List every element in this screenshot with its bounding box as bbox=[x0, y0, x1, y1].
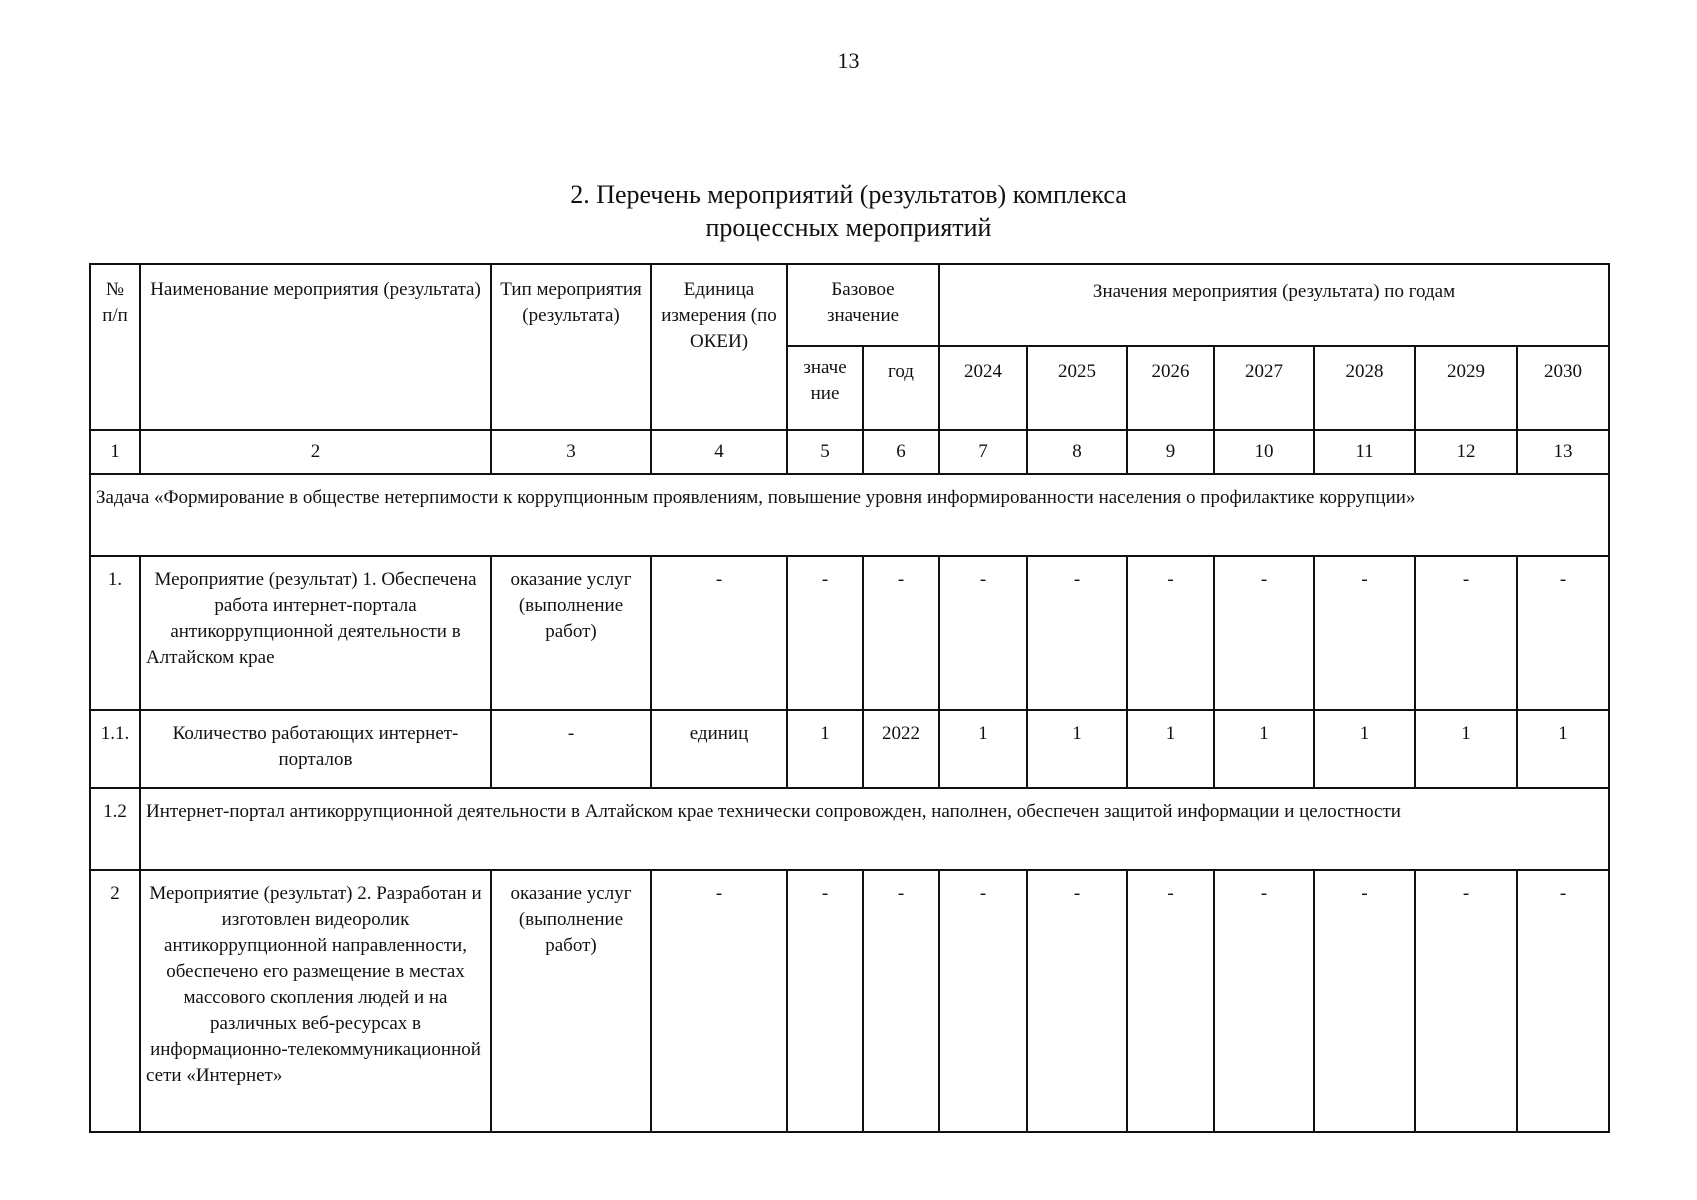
column-number: 3 bbox=[491, 430, 651, 474]
section-title bbox=[0, 178, 1697, 244]
task-text: Задача «Формирование в обществе нетерпимости к коррупционным проявлениям, повышение уровня информированности населения о профилактике коррупции» bbox=[90, 474, 1609, 556]
header-base: Базовое значение bbox=[787, 264, 939, 346]
column-number: 10 bbox=[1214, 430, 1314, 474]
row-year-value: - bbox=[1517, 870, 1609, 1132]
header-base-value: значе ние bbox=[787, 346, 863, 430]
header-type: Тип мероприятия (результата) bbox=[491, 264, 651, 430]
row-unit: единиц bbox=[651, 710, 787, 788]
column-number: 2 bbox=[140, 430, 491, 474]
row-base-value: - bbox=[787, 870, 863, 1132]
row-base-year: 2022 bbox=[863, 710, 939, 788]
task-row bbox=[90, 474, 1609, 556]
row-base-value: 1 bbox=[787, 710, 863, 788]
row-year-value: - bbox=[1415, 870, 1517, 1132]
measures-table bbox=[89, 263, 1610, 1133]
row-year-value: 1 bbox=[1027, 710, 1127, 788]
table-row bbox=[90, 710, 1609, 788]
column-number: 5 bbox=[787, 430, 863, 474]
row-year-value: - bbox=[1027, 556, 1127, 710]
row-base-value: - bbox=[787, 556, 863, 710]
row-year-value: - bbox=[1214, 556, 1314, 710]
header-base-year: год bbox=[863, 346, 939, 430]
row-year-value: 1 bbox=[939, 710, 1027, 788]
row-base-year: - bbox=[863, 870, 939, 1132]
row-year-value: 1 bbox=[1415, 710, 1517, 788]
row-year-value: - bbox=[1517, 556, 1609, 710]
column-number: 4 bbox=[651, 430, 787, 474]
row-year-value: - bbox=[939, 870, 1027, 1132]
header-name: Наименование мероприятия (результата) bbox=[140, 264, 491, 430]
column-number: 13 bbox=[1517, 430, 1609, 474]
header-year: 2024 bbox=[939, 346, 1027, 430]
row-year-value: - bbox=[1314, 870, 1415, 1132]
row-year-value: 1 bbox=[1517, 710, 1609, 788]
row-num: 1. bbox=[90, 556, 140, 710]
row-year-value: - bbox=[1127, 870, 1214, 1132]
row-year-value: - bbox=[1314, 556, 1415, 710]
header-years-group: Значения мероприятия (результата) по годам bbox=[939, 264, 1609, 346]
row-year-value: - bbox=[1027, 870, 1127, 1132]
row-unit: - bbox=[651, 556, 787, 710]
row-unit: - bbox=[651, 870, 787, 1132]
column-number: 8 bbox=[1027, 430, 1127, 474]
header-year: 2027 bbox=[1214, 346, 1314, 430]
header-year: 2025 bbox=[1027, 346, 1127, 430]
row-name: Мероприятие (результат) 2. Разработан и изготовлен видеоролик антикоррупционной направленности, обеспечено его размещение в местах массового скопления людей и на различных веб-ресурсах в информационно-телекоммуникационной сети «Интернет» bbox=[140, 870, 491, 1132]
row-name: Количество работающих интернет-порталов bbox=[140, 710, 491, 788]
row-year-value: - bbox=[1415, 556, 1517, 710]
section-title-line-2: процессных мероприятий bbox=[705, 213, 992, 242]
column-number: 6 bbox=[863, 430, 939, 474]
row-base-year: - bbox=[863, 556, 939, 710]
header-year: 2029 bbox=[1415, 346, 1517, 430]
row-num: 2 bbox=[90, 870, 140, 1132]
table-row bbox=[90, 870, 1609, 1132]
table-row bbox=[90, 556, 1609, 710]
row-type: оказание услуг (выполнение работ) bbox=[491, 870, 651, 1132]
row-span-text: Интернет-портал антикоррупционной деятельности в Алтайском крае технически сопровожден, наполнен, обеспечен защитой информации и целостности bbox=[140, 788, 1609, 870]
page-number: 13 bbox=[837, 48, 860, 73]
table-row bbox=[90, 788, 1609, 870]
column-number-row bbox=[90, 430, 1609, 474]
section-title-line-1: 2. Перечень мероприятий (результатов) комплекса bbox=[570, 180, 1127, 209]
header-year: 2030 bbox=[1517, 346, 1609, 430]
row-year-value: 1 bbox=[1127, 710, 1214, 788]
header-row-1 bbox=[90, 264, 1609, 346]
column-number: 1 bbox=[90, 430, 140, 474]
header-year: 2028 bbox=[1314, 346, 1415, 430]
row-num: 1.1. bbox=[90, 710, 140, 788]
row-type: оказание услуг (выполнение работ) bbox=[491, 556, 651, 710]
header-year: 2026 bbox=[1127, 346, 1214, 430]
row-num: 1.2 bbox=[90, 788, 140, 870]
row-year-value: 1 bbox=[1214, 710, 1314, 788]
column-number: 11 bbox=[1314, 430, 1415, 474]
row-year-value: - bbox=[1127, 556, 1214, 710]
row-name: Мероприятие (результат) 1. Обеспечена работа интернет-портала антикоррупционной деятельности в Алтайском крае bbox=[140, 556, 491, 710]
header-unit: Единица измерения (по ОКЕИ) bbox=[651, 264, 787, 430]
row-year-value: - bbox=[939, 556, 1027, 710]
header-num: № п/п bbox=[90, 264, 140, 430]
row-year-value: - bbox=[1214, 870, 1314, 1132]
row-type: - bbox=[491, 710, 651, 788]
row-year-value: 1 bbox=[1314, 710, 1415, 788]
column-number: 9 bbox=[1127, 430, 1214, 474]
column-number: 7 bbox=[939, 430, 1027, 474]
column-number: 12 bbox=[1415, 430, 1517, 474]
